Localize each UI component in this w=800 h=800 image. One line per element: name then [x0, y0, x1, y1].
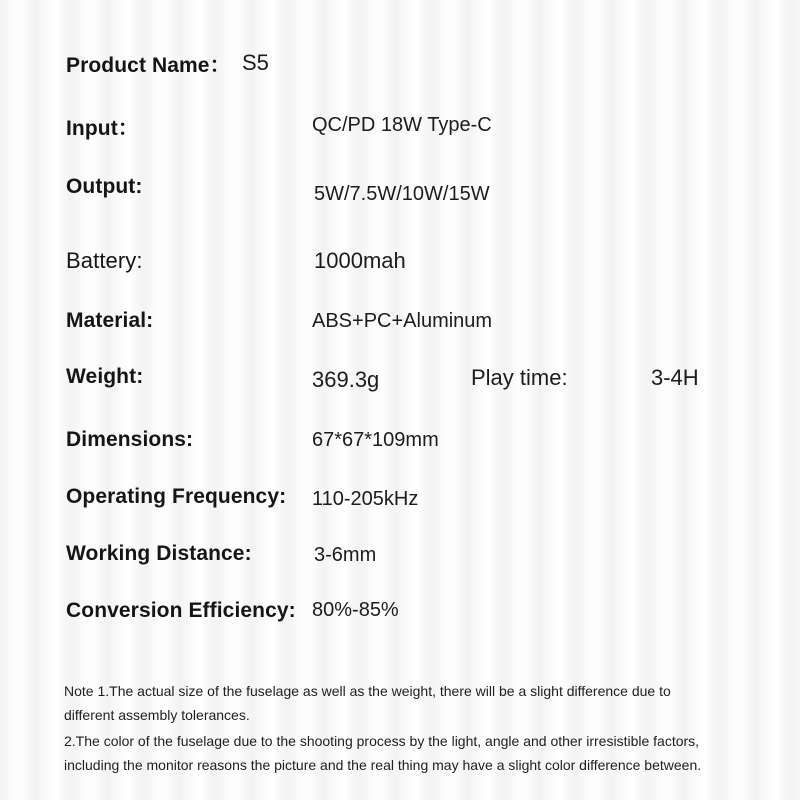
input-label: Input： [66, 117, 139, 140]
dimensions-label: Dimensions: [66, 428, 194, 451]
spec-row-conversion-efficiency [0, 599, 800, 639]
input-value: QC/PD 18W Type-C [312, 114, 492, 136]
conversion-efficiency-value: 80%-85% [312, 599, 399, 621]
spec-row-weight [0, 365, 800, 405]
working-distance-value: 3-6mm [314, 544, 377, 566]
working-distance-label: Working Distance: [66, 542, 252, 565]
battery-label: Battery: [66, 248, 143, 273]
spec-row-output [0, 175, 800, 215]
output-value: 5W/7.5W/10W/15W [314, 183, 490, 205]
spec-row-working-distance [0, 542, 800, 582]
material-value: ABS+PC+Aluminum [312, 310, 493, 332]
weight-value: 369.3g [312, 367, 380, 392]
operating-frequency-value: 110-205kHz [312, 488, 419, 510]
spec-row-input [0, 112, 800, 152]
output-label: Output: [66, 175, 143, 198]
note-line-3: 2.The color of the fuselage due to the shooting process by the light, angle and other irresistible factors, [64, 733, 700, 749]
spec-row-material [0, 309, 800, 349]
product-name-label: Product Name： [66, 54, 231, 77]
spec-row-battery [0, 248, 800, 288]
material-label: Material: [66, 309, 154, 332]
conversion-efficiency-label: Conversion Efficiency: [66, 599, 296, 622]
play-time-label: Play time: [471, 365, 568, 390]
battery-value: 1000mah [314, 248, 406, 273]
note-line-4: including the monitor reasons the picture and the real thing may have a slight color difference between. [64, 757, 702, 773]
dimensions-value: 67*67*109mm [312, 429, 439, 451]
note-line-1: Note 1.The actual size of the fuselage as well as the weight, there will be a slight difference due to [64, 683, 671, 699]
spec-row-dimensions [0, 428, 800, 468]
operating-frequency-label: Operating Frequency: [66, 485, 287, 508]
note-line-2: different assembly tolerances. [64, 707, 250, 723]
weight-label: Weight: [66, 365, 144, 388]
product-name-value: S5 [242, 50, 269, 75]
spec-row-operating-frequency [0, 485, 800, 525]
play-time-value: 3-4H [651, 365, 699, 390]
spec-row-product-name [0, 49, 800, 89]
